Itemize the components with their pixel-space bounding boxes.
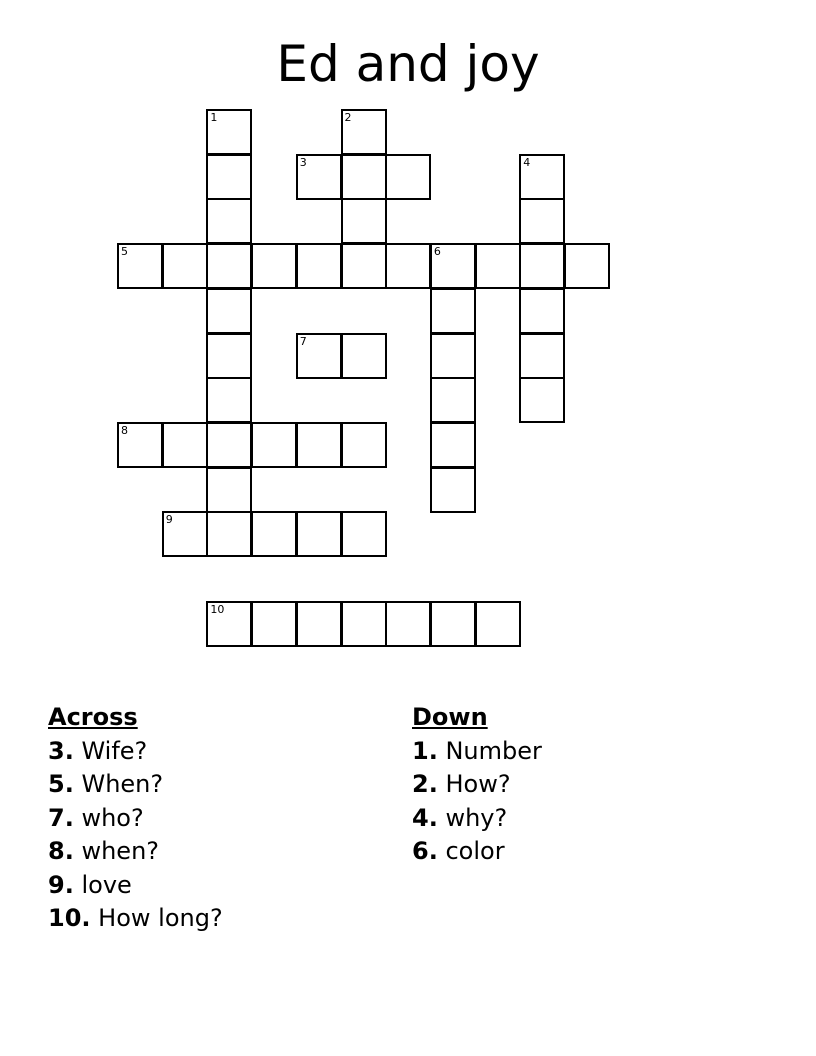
grid-cell[interactable] [296,333,342,379]
clue-number: 5. [48,770,74,799]
clue-number: 2. [412,770,438,799]
down-clue [412,768,542,801]
grid-cell[interactable] [341,198,387,244]
clue-number: 2 [344,111,352,124]
clue-text: color [445,837,505,866]
grid-cell[interactable] [206,601,252,647]
clue-number: 3 [299,155,307,169]
grid-cell[interactable] [385,243,431,289]
across-clue [48,802,223,835]
grid-cell[interactable] [251,601,297,647]
across-clues [48,702,223,935]
across-clue [48,735,223,768]
grid-cell[interactable] [341,601,387,647]
grid-cell[interactable] [296,511,342,557]
grid-cell[interactable] [251,422,297,468]
grid-cell[interactable] [385,154,431,200]
grid-cell[interactable] [206,333,252,379]
grid-cell[interactable] [430,467,476,513]
grid-cell[interactable] [430,288,476,334]
grid-cell[interactable] [251,243,297,289]
clue-text: love [81,870,132,899]
grid-cell[interactable] [162,511,208,557]
grid-cell[interactable] [475,243,521,289]
grid-cell[interactable] [519,377,565,423]
down-clue [412,735,542,768]
clue-text: why? [445,803,508,832]
clue-text: How long? [98,903,223,932]
grid-cell[interactable] [341,109,387,155]
grid-cell[interactable] [206,109,252,155]
across-heading: Across [48,703,138,731]
grid-cell[interactable] [564,243,610,289]
clue-number: 5 [121,245,128,259]
grid-cell[interactable] [430,422,476,468]
grid-cell[interactable] [430,243,476,289]
grid-cell[interactable] [341,333,387,379]
grid-cell[interactable] [296,601,342,647]
down-clues [412,702,542,869]
grid-cell[interactable] [206,288,252,334]
grid-cell[interactable] [206,511,252,557]
grid-cell[interactable] [251,511,297,557]
clue-number: 8 [121,423,128,437]
grid-cell[interactable] [519,198,565,244]
clue-number: 10 [210,602,225,616]
clue-number: 9. [48,870,74,899]
grid-cell[interactable] [475,601,521,647]
clue-number: 1 [210,111,218,124]
grid-cell[interactable] [117,243,163,289]
page-title: Ed and joy [276,35,540,93]
clue-number: 8. [48,837,74,866]
grid-cell[interactable] [341,154,387,200]
grid-cell[interactable] [519,288,565,334]
clue-number: 1. [412,737,438,765]
clue-number: 6 [433,245,441,259]
grid-cell[interactable] [385,601,431,647]
grid-cell[interactable] [296,154,342,200]
grid-cell[interactable] [206,422,252,468]
grid-cell[interactable] [206,243,252,289]
grid-cell[interactable] [430,333,476,379]
down-clue [412,835,542,868]
across-clue-list [48,735,223,935]
clue-number: 10. [48,903,91,932]
grid-cell[interactable] [162,243,208,289]
clue-text: when? [81,837,160,866]
clue-text: How? [445,770,511,799]
grid-cell[interactable] [519,154,565,200]
grid-cell[interactable] [519,243,565,289]
grid-cell[interactable] [117,422,163,468]
grid-cell[interactable] [206,198,252,244]
grid-cell[interactable] [430,601,476,647]
clue-text: Number [445,737,542,765]
clue-number: 4 [523,155,531,169]
across-clue [48,835,223,868]
grid-cell[interactable] [341,422,387,468]
grid-cell[interactable] [341,243,387,289]
clue-text: Wife? [81,737,148,765]
clue-number: 6. [412,837,438,866]
across-clue [48,869,223,902]
down-clue [412,802,542,835]
grid-cell[interactable] [519,333,565,379]
clue-number: 7. [48,803,74,832]
across-clue [48,902,223,935]
clue-number: 7 [299,334,307,348]
clue-text: When? [81,770,164,799]
down-clue-list [412,735,542,869]
grid-cell[interactable] [206,154,252,200]
grid-cell[interactable] [430,377,476,423]
clue-text: who? [81,803,144,832]
across-clue [48,768,223,801]
grid-cell[interactable] [296,422,342,468]
clue-number: 3. [48,737,74,765]
grid-cell[interactable] [296,243,342,289]
grid-cell[interactable] [341,511,387,557]
down-heading: Down [412,703,488,731]
grid-cell[interactable] [206,377,252,423]
grid-cell[interactable] [206,467,252,513]
clue-number: 9 [165,513,173,527]
clue-number: 4. [412,803,438,832]
grid-cell[interactable] [162,422,208,468]
